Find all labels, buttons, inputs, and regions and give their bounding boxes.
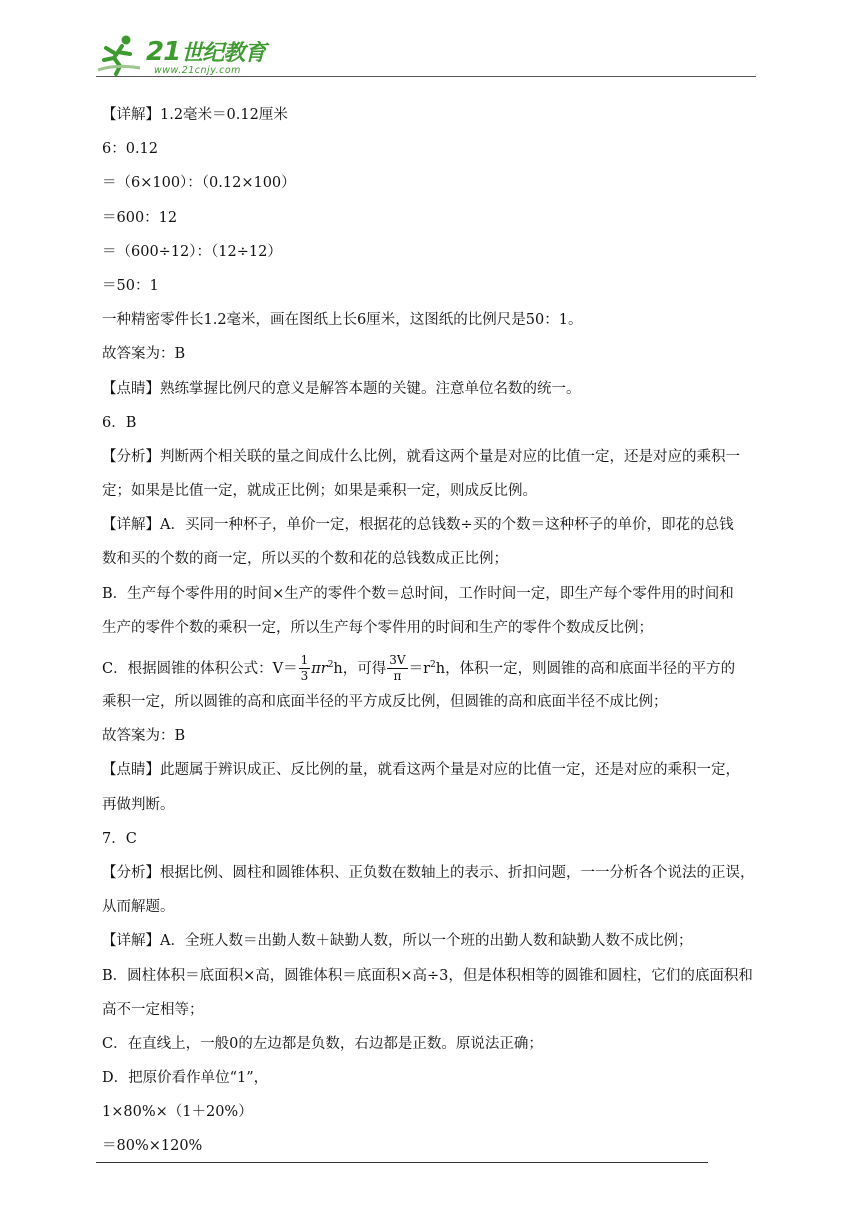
text-line: ＝（6×100）：（0.12×100） [102, 175, 296, 192]
page-header [96, 32, 756, 78]
text-line: 【点睛】此题属于辨识成正、反比例的量，就看这两个量是对应的比值一定，还是对应的乘积一定， [102, 762, 740, 779]
text-line: B．圆柱体积＝底面积×高，圆锥体积＝底面积×高÷3，但是体积相等的圆锥和圆柱，它们的底面积和 [102, 967, 753, 984]
text-line: 6：0.12 [102, 141, 159, 158]
text-line: ＝80%×120% [102, 1138, 203, 1155]
text-line: 【点睛】熟练掌握比例尺的意义是解答本题的关键。注意单位名数的统一。 [102, 380, 581, 397]
text-line: 一种精密零件长1.2毫米，画在图纸上长6厘米，这图纸的比例尺是50：1。 [102, 312, 583, 329]
text-line: ＝50：1 [102, 277, 159, 294]
text-line: ＝600：12 [102, 209, 178, 226]
answer-content [102, 100, 762, 1166]
text-line: 乘积一定，所以圆锥的高和底面半径的平方成反比例，但圆锥的高和底面半径不成比例； [102, 694, 668, 710]
text-line: 故答案为：B [102, 728, 186, 745]
text-line: B．生产每个零件用的时间×生产的零件个数＝总时间，工作时间一定，即生产每个零件用的时间和 [102, 585, 734, 602]
question-number: 6．B [102, 414, 137, 431]
question-number: 7．C [102, 830, 137, 847]
text-line: 高不一定相等； [102, 1001, 204, 1018]
text-line: 定；如果是比值一定，就成正比例；如果是乘积一定，则成反比例。 [102, 483, 537, 500]
text-line: 故答案为：B [102, 346, 186, 363]
header-divider [96, 76, 756, 77]
runner-icon [96, 34, 144, 76]
site-logo [96, 32, 266, 78]
fraction-one-third: $\frac{1}{3}$ [300, 653, 309, 684]
text-line: 【详解】A．全班人数＝出勤人数＋缺勤人数，所以一个班的出勤人数和缺勤人数不成比例； [102, 933, 693, 950]
text-line: 再做判断。 [102, 796, 175, 813]
footer-divider [96, 1162, 708, 1163]
text-line: 数和买的个数的商一定，所以买的个数和花的总钱数成正比例； [102, 551, 508, 568]
logo-url: www.21cnjy.com [154, 65, 241, 76]
fraction-3v-over-pi: $\frac{3V}{\pi}$ [389, 653, 406, 684]
text-line: D．把原价看作单位“1”， [102, 1070, 269, 1087]
text-line: 1×80%×（1＋20%） [102, 1104, 253, 1121]
logo-title: 21世纪教育 [146, 37, 266, 67]
text-line: 生产的零件个数的乘积一定，所以生产每个零件用的时间和生产的零件个数成反比例； [102, 619, 653, 636]
formula-line: C．根据圆锥的体积公式：V＝ $\frac{1}{3}$ $\pi r^2h$，可得 $\frac{3V}{\pi}$ $=r^2h$，体积一定，则圆锥的高和底面半径的平方的 [102, 653, 736, 684]
text-line: 【分析】判断两个相关联的量之间成什么比例，就看这两个量是对应的比值一定，还是对应的乘积一 [102, 448, 740, 465]
text-line: 【详解】A．买同一种杯子，单价一定，根据花的总钱数÷买的个数＝这种杯子的单价，即花的总钱 [102, 517, 734, 534]
text-line: ＝（600÷12）：（12÷12） [102, 243, 282, 260]
text-line: 【详解】1.2毫米＝0.12厘米 [102, 107, 288, 123]
text-line: 【分析】根据比例、圆柱和圆锥体积、正负数在数轴上的表示、折扣问题，一一分析各个说法的正误， [102, 864, 755, 881]
text-line: 从而解题。 [102, 899, 175, 916]
text-line: C．在直线上，一般0的左边都是负数，右边都是正数。原说法正确； [102, 1035, 543, 1052]
